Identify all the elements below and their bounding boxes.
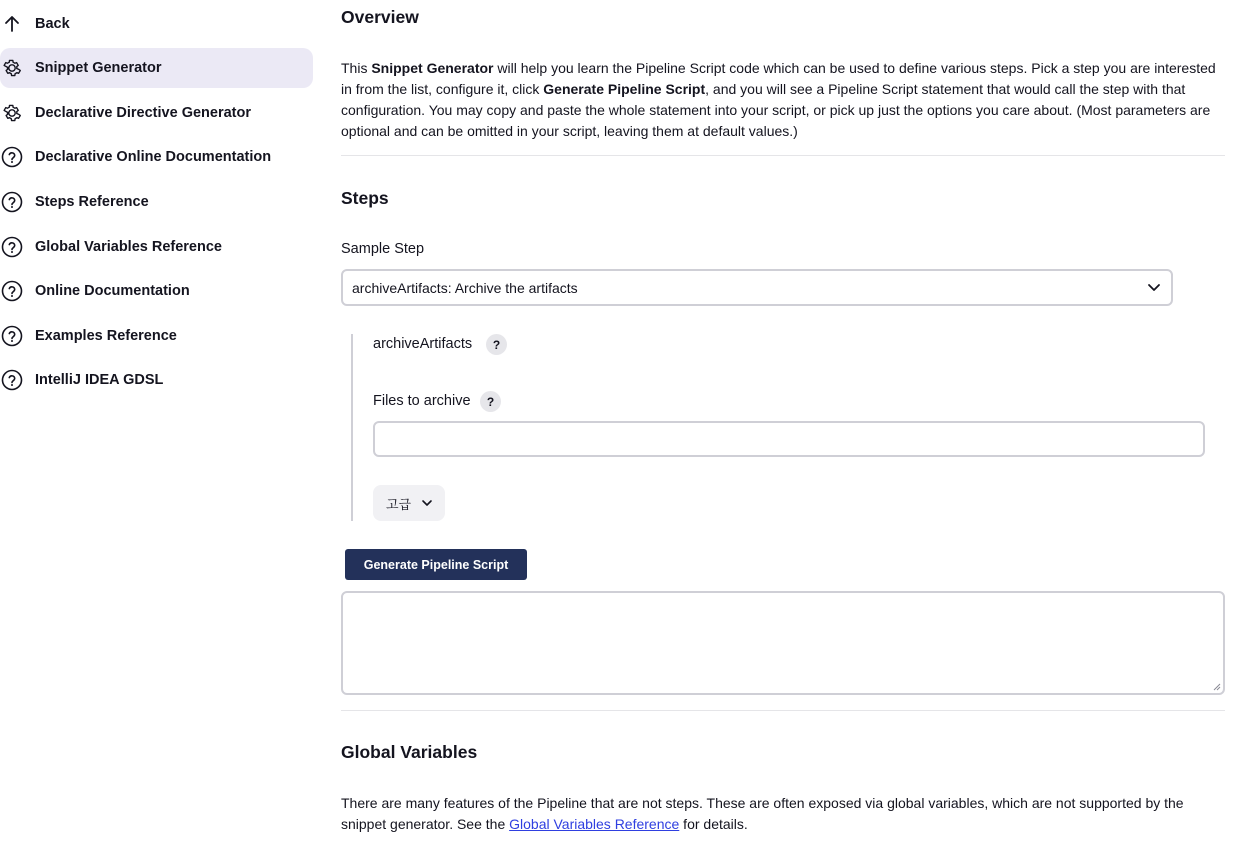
sidebar-item-label: Steps Reference: [35, 194, 149, 210]
help-circle-icon: [1, 146, 23, 168]
sidebar-item-global-variables-reference[interactable]: [0, 227, 313, 267]
step-help-button[interactable]: ?: [486, 334, 507, 355]
global-variables-reference-link[interactable]: Global Variables Reference: [509, 816, 680, 832]
global-variables-title: Global Variables: [341, 742, 478, 762]
generated-script-textarea[interactable]: [341, 591, 1225, 695]
sidebar-item-declarative-online-documentation[interactable]: [0, 137, 313, 177]
overview-title: Overview: [341, 7, 419, 27]
help-circle-icon: [1, 191, 23, 213]
files-help-button[interactable]: ?: [480, 391, 501, 412]
overview-description: [341, 58, 1225, 142]
advanced-button-label: 고급: [386, 496, 412, 512]
global-variables-text-1: There are many features of the Pipeline that are not steps. These are often exposed via global variables, which are not supported by the snippet generator. See the: [341, 795, 1184, 832]
generate-pipeline-script-button[interactable]: Generate Pipeline Script: [345, 549, 527, 580]
files-to-archive-label: Files to archive: [373, 393, 471, 409]
sidebar-item-declarative-directive-generator[interactable]: [0, 93, 313, 133]
advanced-button[interactable]: [373, 485, 445, 521]
sidebar-item-online-documentation[interactable]: [0, 271, 313, 311]
sample-step-selected-value: archiveArtifacts: Archive the artifacts: [352, 279, 578, 296]
global-variables-text-2: for details.: [679, 816, 748, 832]
sidebar-item-back[interactable]: [0, 4, 313, 44]
sidebar-item-label: Global Variables Reference: [35, 239, 222, 255]
sample-step-label: Sample Step: [341, 241, 425, 257]
step-config-border: [351, 334, 353, 521]
overview-text-3: , and you will see a Pipeline Script statement that would call the step with that configuration. You may copy and paste the whole statement into your script, or pick up just the options you care about. (Most parameters are optional and can be omitted in your script, leaving them at default values.): [341, 81, 1211, 139]
help-circle-icon: [1, 325, 23, 347]
sidebar-item-label: Online Documentation: [35, 283, 190, 299]
divider: [341, 155, 1225, 156]
overview-bold-generate-pipeline-script: Generate Pipeline Script: [543, 81, 706, 97]
sidebar-item-label: Snippet Generator: [35, 60, 162, 76]
chevron-down-icon: [421, 497, 433, 509]
arrow-up-icon: [1, 13, 23, 35]
global-variables-description: [341, 793, 1225, 835]
sidebar-item-examples-reference[interactable]: [0, 316, 313, 356]
sidebar-item-snippet-generator[interactable]: [0, 48, 313, 88]
sidebar-item-label: Back: [35, 16, 70, 32]
step-name-label: archiveArtifacts: [373, 336, 473, 352]
sidebar-item-steps-reference[interactable]: [0, 182, 313, 222]
overview-bold-snippet-generator: Snippet Generator: [371, 60, 494, 76]
steps-title: Steps: [341, 188, 389, 208]
overview-text-1: This: [341, 60, 372, 76]
sidebar-item-intellij-idea-gdsl[interactable]: [0, 360, 313, 400]
help-circle-icon: [1, 280, 23, 302]
sidebar-item-label: Examples Reference: [35, 328, 177, 344]
overview-text-2: will help you learn the Pipeline Script code which can be used to define various steps. Pick a step you are interested in from the list, configure it, click: [341, 60, 1216, 97]
chevron-down-icon: [1147, 280, 1161, 294]
sidebar-item-label: Declarative Online Documentation: [35, 149, 272, 165]
divider: [341, 710, 1225, 711]
help-circle-icon: [1, 369, 23, 391]
sample-step-select[interactable]: [341, 269, 1173, 306]
gear-icon: [1, 57, 23, 79]
resize-grip-icon[interactable]: [1213, 683, 1221, 691]
sidebar-item-label: IntelliJ IDEA GDSL: [35, 372, 164, 388]
sidebar-item-label: Declarative Directive Generator: [35, 105, 251, 121]
files-to-archive-input[interactable]: [373, 421, 1205, 457]
gear-icon: [1, 102, 23, 124]
help-circle-icon: [1, 236, 23, 258]
